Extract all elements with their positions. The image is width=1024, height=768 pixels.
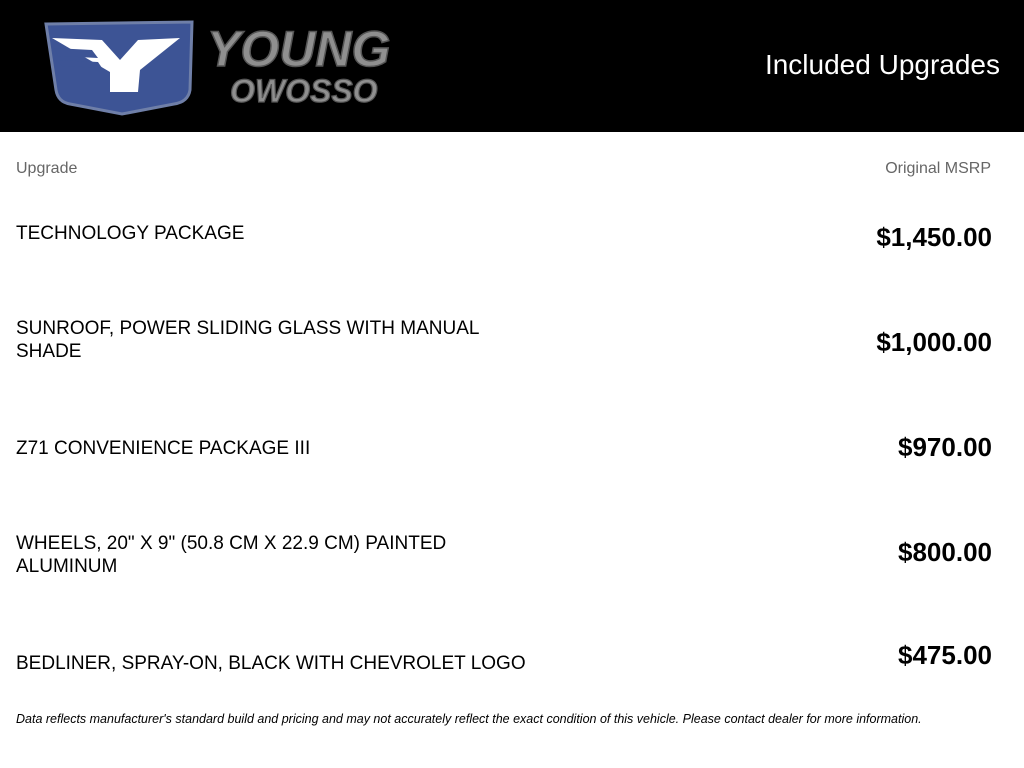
upgrade-name: SUNROOF, POWER SLIDING GLASS WITH MANUAL SHADE <box>16 318 479 362</box>
disclaimer-text: Data reflects manufacturer's standard build and pricing and may not accurately reflect the exact condition of this vehicle. Please contact dealer for more information. <box>16 712 922 726</box>
table-row <box>16 432 992 477</box>
upgrade-name: Z71 CONVENIENCE PACKAGE III <box>16 438 311 459</box>
upgrade-price: $800.00 <box>898 537 992 567</box>
table-row <box>16 532 992 582</box>
young-owosso-logo <box>42 18 512 118</box>
column-header-msrp: Original MSRP <box>885 160 991 177</box>
upgrade-name: WHEELS, 20" X 9" (50.8 CM X 22.9 CM) PAINTED ALUMINUM <box>16 533 447 577</box>
upgrade-name: BEDLINER, SPRAY-ON, BLACK WITH CHEVROLET LOGO <box>16 653 526 674</box>
table-row <box>16 317 992 367</box>
column-header-upgrade: Upgrade <box>16 160 78 177</box>
upgrade-name: TECHNOLOGY PACKAGE <box>16 223 245 244</box>
header-bar <box>0 0 1024 132</box>
page-title: Included Upgrades <box>764 49 1000 80</box>
table-row <box>16 222 992 262</box>
upgrade-price: $1,450.00 <box>876 222 992 252</box>
logo-owosso-text: OWOSSO <box>230 73 378 109</box>
upgrade-price: $970.00 <box>898 432 992 462</box>
logo-young-text: YOUNG <box>207 21 391 77</box>
upgrade-price: $475.00 <box>898 640 992 670</box>
table-row <box>16 640 992 680</box>
upgrade-price: $1,000.00 <box>876 327 992 357</box>
